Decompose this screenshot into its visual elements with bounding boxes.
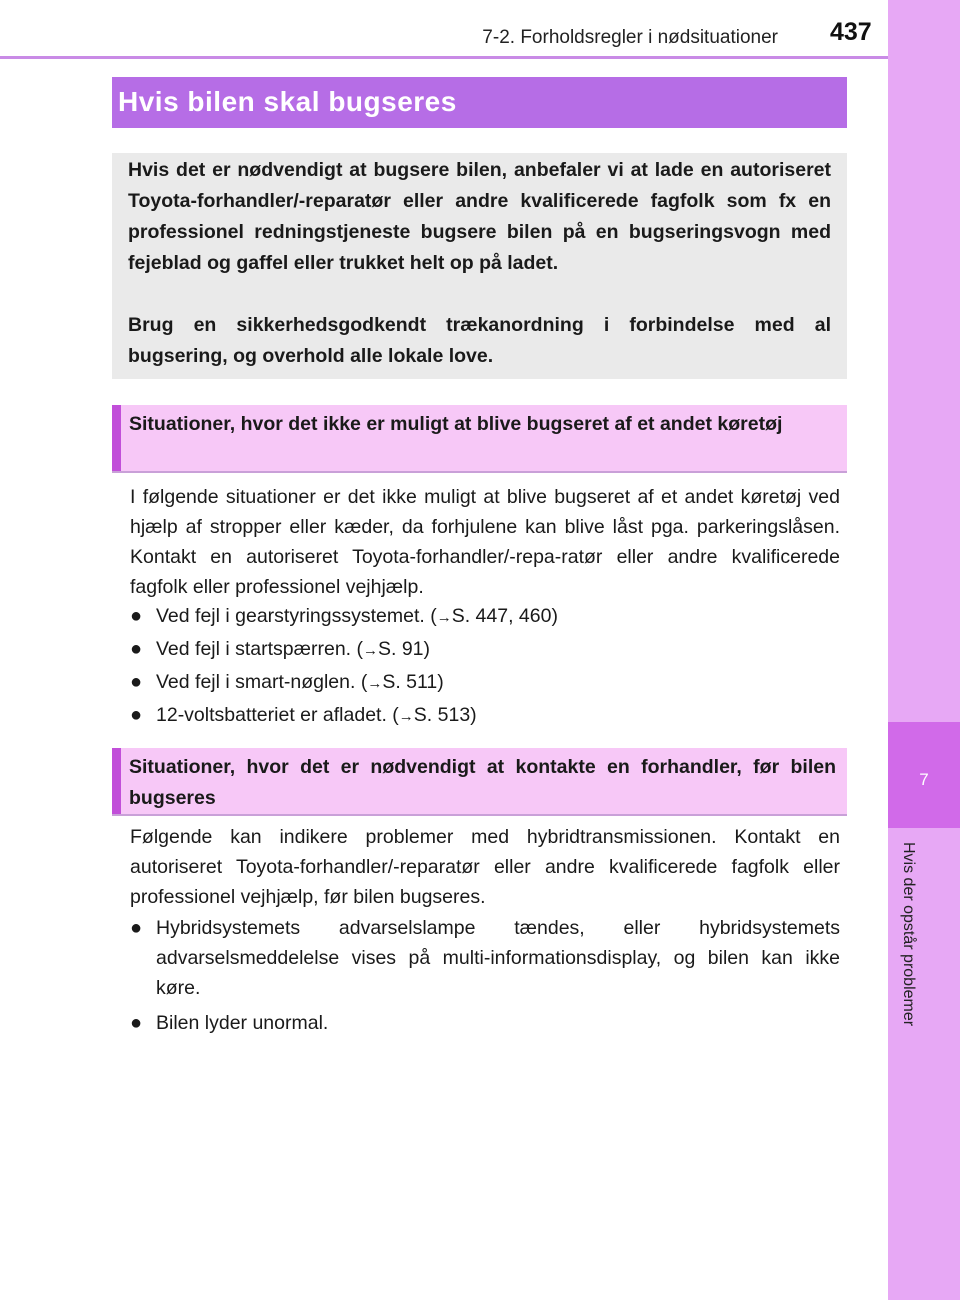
page-reference[interactable]: S. 447, 460) [451,605,558,627]
section-heading-2-text: Situationer, hvor det er nødvendigt at kontakte en forhandler, før bilen bugseres [129,756,836,809]
section-2-body: Følgende kan indikere problemer med hybridtransmissionen. Kontakt en autoriseret Toyota-forhandler/-reparatør eller andre kvalificerede fagfolk eller professionel vejhjælp, før bilen bugseres. [130,826,840,908]
intro-paragraph-2: Brug en sikkerhedsgodkendt trækanordning i forbindelse med al bugsering, og overhold alle lokale love. [128,314,831,367]
arrow-right-icon: → [363,642,378,659]
bullet-icon: ● [130,638,143,660]
section-heading-bar [112,748,121,814]
page-title: Hvis bilen skal bugseres [118,86,457,117]
side-tab-number: 7 [919,770,929,789]
bullet-icon: ● [130,1012,143,1034]
section-heading-1 [112,405,847,473]
list-item: ● Ved fejl i smart-nøglen. (→S. 511) [130,667,840,699]
bullet-icon: ● [130,917,143,939]
bullet-icon: ● [130,704,143,726]
list-item: ● 12-voltsbatteriet er afladet. (→S. 513) [130,700,840,732]
section-heading-bar [112,405,121,471]
side-tab-title: Hvis der opstår problemer [900,842,917,1027]
page-reference[interactable]: S. 513) [413,704,477,726]
section-1-body: I følgende situationer er det ikke muligt at blive bugseret af et andet køretøj ved hjælp af stropper eller kæder, da forhjulene kan blive låst pga. parkeringslåsen. Kontakt en autoriseret Toyota-forhandler/-repa-ratør eller andre kvalificerede fagfolk eller professionel vejhjælp. [130,486,840,598]
chapter-title: 7-2. Forholdsregler i nødsituationer [482,27,778,48]
side-tab [888,0,960,1300]
list-item: ● Ved fejl i gearstyringssystemet. (→S. 447, 460) [130,601,840,633]
page-reference[interactable]: S. 91) [378,638,431,660]
section-heading-1-text: Situationer, hvor det ikke er muligt at blive bugseret af et andet køretøj [129,413,783,435]
intro-paragraph-1: Hvis det er nødvendigt at bugsere bilen, anbefaler vi at lade en autoriseret Toyota-forhandler/-reparatør eller andre kvalificerede fagfolk som fx en professionel redningstjeneste bugsere bilen på en bugseringsvogn med fejeblad og gaffel eller trukket helt op på ladet. [128,159,831,274]
page-number: 437 [830,18,872,46]
header-rule [0,56,888,59]
list-item: ● Bilen lyder unormal. [130,1008,840,1038]
section-heading-2 [112,748,847,816]
bullet-icon: ● [130,671,143,693]
arrow-right-icon: → [436,609,452,626]
bullet-icon: ● [130,605,143,627]
list-item: ● Ved fejl i startspærren. (→S. 91) [130,634,840,666]
arrow-right-icon: → [398,708,414,725]
list-item: ● Hybridsystemets advarselslampe tændes, eller hybridsystemets advarselsmeddelelse vises på multi-informationsdisplay, og bilen kan ikke køre. [130,913,840,1003]
arrow-right-icon: → [367,675,383,692]
page-reference[interactable]: S. 511) [382,671,444,693]
